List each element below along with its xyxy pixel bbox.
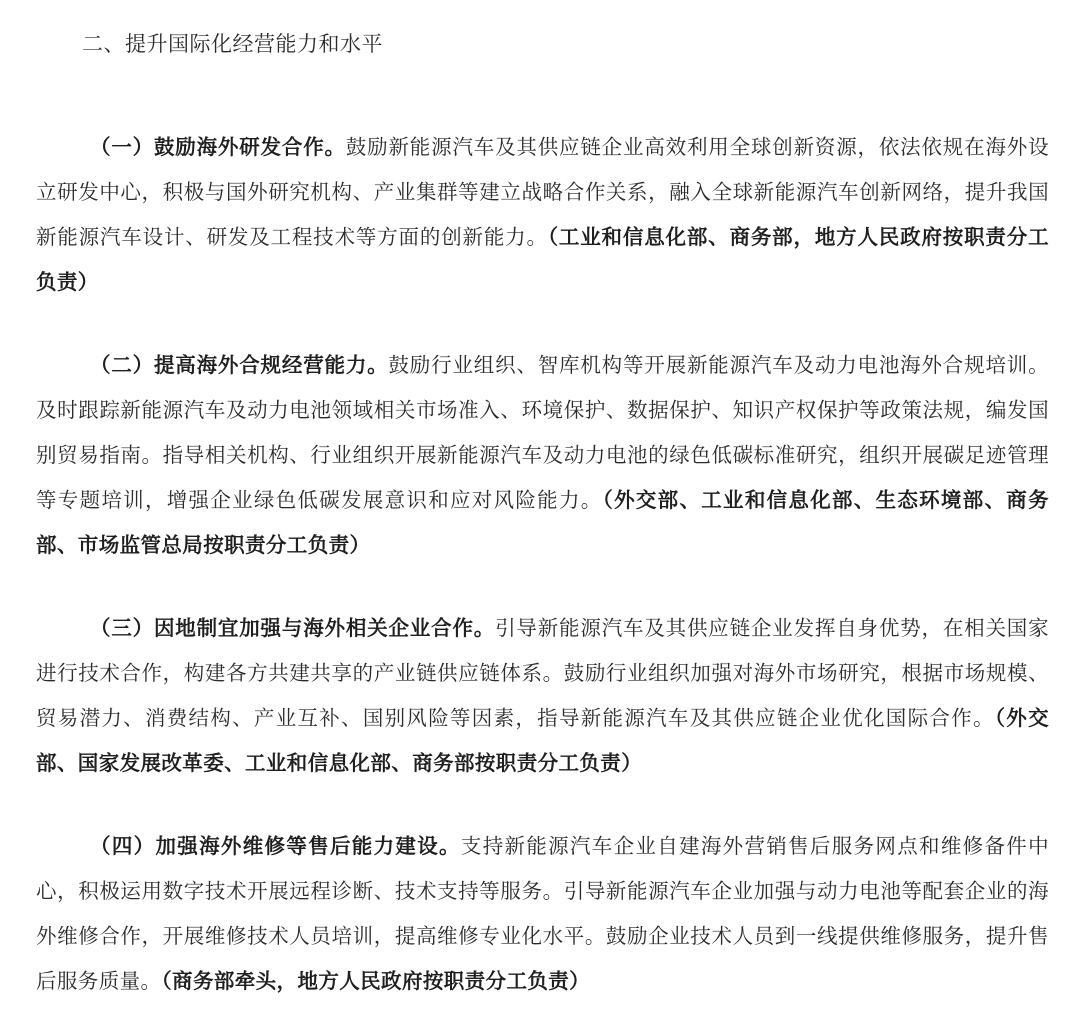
paragraph-lead: （一）鼓励海外研发合作。 <box>90 134 346 159</box>
paragraph-after-sales <box>36 824 1049 1004</box>
paragraph-responsible: （工业和信息化部、商务部，地方人民政府按职责分工负责） <box>36 224 1049 294</box>
section-title: 二、提升国际化经营能力和水平 <box>82 32 383 56</box>
paragraph-lead: （四）加强海外维修等售后能力建设。 <box>90 833 461 858</box>
paragraph-responsible: （外交部、工业和信息化部、生态环境部、商务部、市场监管总局按职责分工负责） <box>36 487 1049 557</box>
paragraph-lead: （三）因地制宜加强与海外相关企业合作。 <box>90 615 496 640</box>
paragraph-body: 鼓励新能源汽车及其供应链企业高效利用全球创新资源，依法依规在海外设立研发中心，积极与国外研究机构、产业集群等建立战略合作关系，融入全球新能源汽车创新网络，提升我国新能源汽车设计、研发及工程技术等方面的创新能力。 <box>36 134 1049 249</box>
paragraph-local-cooperation <box>36 606 1049 786</box>
paragraph-lead: （二）提高海外合规经营能力。 <box>90 352 389 377</box>
paragraph-responsible: （外交部、国家发展改革委、工业和信息化部、商务部按职责分工负责） <box>36 705 1049 775</box>
paragraph-responsible: （商务部牵头，地方人民政府按职责分工负责） <box>161 968 591 993</box>
paragraph-body: 支持新能源汽车企业自建海外营销售后服务网点和维修备件中心，积极运用数字技术开展远程诊断、技术支持等服务。引导新能源汽车企业加强与动力电池等配套企业的海外维修合作，开展维修技术人员培训，提高维修专业化水平。鼓励企业技术人员到一线提供维修服务，提升售后服务质量。 <box>36 833 1049 993</box>
paragraph-body: 鼓励行业组织、智库机构等开展新能源汽车及动力电池海外合规培训。及时跟踪新能源汽车及动力电池领域相关市场准入、环境保护、数据保护、知识产权保护等政策法规，编发国别贸易指南。指导相关机构、行业组织开展新能源汽车及动力电池的绿色低碳标准研究，组织开展碳足迹管理等专题培训，增强企业绿色低碳发展意识和应对风险能力。 <box>36 352 1049 512</box>
paragraph-body: 引导新能源汽车及其供应链企业发挥自身优势，在相关国家进行技术合作，构建各方共建共享的产业链供应链体系。鼓励行业组织加强对海外市场研究，根据市场规模、贸易潜力、消费结构、产业互补、国别风险等因素，指导新能源汽车及其供应链企业优化国际合作。 <box>36 615 1049 730</box>
paragraph-overseas-rd <box>36 125 1049 305</box>
paragraph-compliance <box>36 343 1049 568</box>
